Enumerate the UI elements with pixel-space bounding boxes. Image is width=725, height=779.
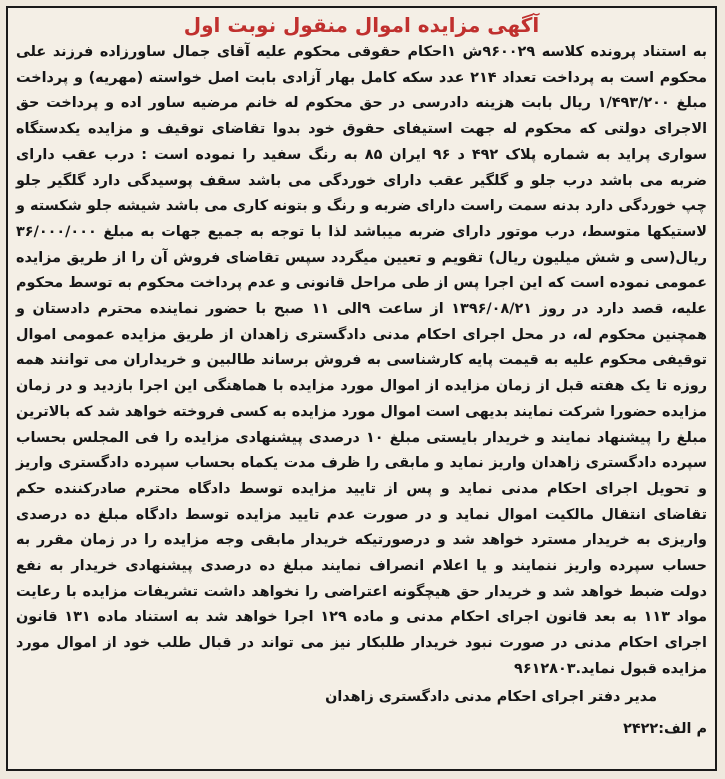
notice-body: به استناد پرونده کلاسه ۹۶۰۰۲۹ش ۱احکام حقوقی محکوم علیه آقای جمال ساورزاده فرزند علی محکوم است به پرداخت تعداد ۲۱۴ عدد سکه کامل بهار آزادی بابت اصل خواسته (مهریه) و پرداخت مبلغ ۱/۴۹۳/۲۰۰ ریال بابت هزینه دادرسی در حق محکوم له خانم مرضیه ساور اده و پرداخت حق الاجرای دولتی که محکوم له جهت استیفای حقوق خود بدوا تقاضای توقیف و مزایده یکدستگاه سواری پراید به شماره پلاک ۴۹۲ د ۹۶ ایران ۸۵ به رنگ سفید را نموده است : درب عقب دارای ضربه می باشد درب جلو و گلگیر عقب دارای خوردگی می باشد سقف پوسیدگی دارد گلگیر جلو چپ خوردگی دارد بدنه سمت راست دارای ضربه و رنگ و بتونه کاری می باشد شیشه جلو شکسته و لاستیکها متوسط، درب موتور دارای ضربه میباشد لذا با توجه به جمیع جهات به مبلغ ۳۶/۰۰۰/۰۰۰ ریال(سی و شش میلیون ریال) تقویم و تعیین میگردد سپس تقاضای فروش آن را از طریق مزایده عمومی نموده است که این اجرا پس از طی مراحل قانونی و عدم پرداخت محکوم به توسط محکوم علیه، قصد دارد در روز ۱۳۹۶/۰۸/۲۱ از ساعت ۹الی ۱۱ صبح با حضور نماینده محترم دادستان و همچنین محکوم له، در محل اجرای احکام مدنی دادگستری زاهدان از طریق مزایده عمومی اموال توقیفی محکوم علیه به قیمت پایه کارشناسی به فروش برساند طالبین و خریداران می توانند همه روزه تا یک هفته قبل از زمان مزایده از اموال مورد مزایده با هماهنگی این اجرا بازدید و در زمان مزایده حضورا شرکت نمایند بدیهی است اموال مورد مزایده به کسی فروخته خواهد شد که بالاترین مبلغ را پیشنهاد نمایند و خریدار بایستی مبلغ ۱۰ درصدی پیشنهادی مزایده را فی المجلس بحساب سپرده دادگستری زاهدان واریز نماید و مابقی را ظرف مدت یکماه بحساب سپرده دادگستری واریز و تحویل اجرای احکام مدنی نماید و پس از تایید مزایده توسط دادگاه محترم صادرکننده حکم تقاضای انتقال مالکیت اموال نماید و در صورت عدم تایید مزایده توسط دادگاه مبلغ ده درصدی واریزی به خریدار مسترد خواهد شد و درصورتیکه خریدار مابقی وجه مزایده را در زمان مقرر به حساب سپرده واریز ننمایند و یا اعلام انصراف نمایند مبلغ ده درصدی پیشنهادی خریدار به نفع دولت ضبط خواهد شد و خریدار حق هیچگونه اعتراضی را نخواهد داشت تشریفات مزایده با رعایت مواد ۱۱۳ به بعد قانون اجرای احکام مدنی و ماده ۱۲۹ اجرا خواهد شد به استناد ماده ۱۳۱ قانون اجرای احکام مدنی در صورت نبود خریدار طلبکار نیز می تواند در قبال طلب خود از اموال مورد مزایده قبول نماید.۹۶۱۲۸۰۳ xyxy=(16,44,708,677)
notice-clipping xyxy=(6,6,717,771)
notice-signature: مدیر دفتر اجرای احکام مدنی دادگستری زاهدان xyxy=(325,688,657,705)
notice-title: آگهی مزایده اموال منقول نوبت اول xyxy=(183,13,540,37)
notice-reference-number: م الف:۲۴۲۲ xyxy=(623,720,707,737)
